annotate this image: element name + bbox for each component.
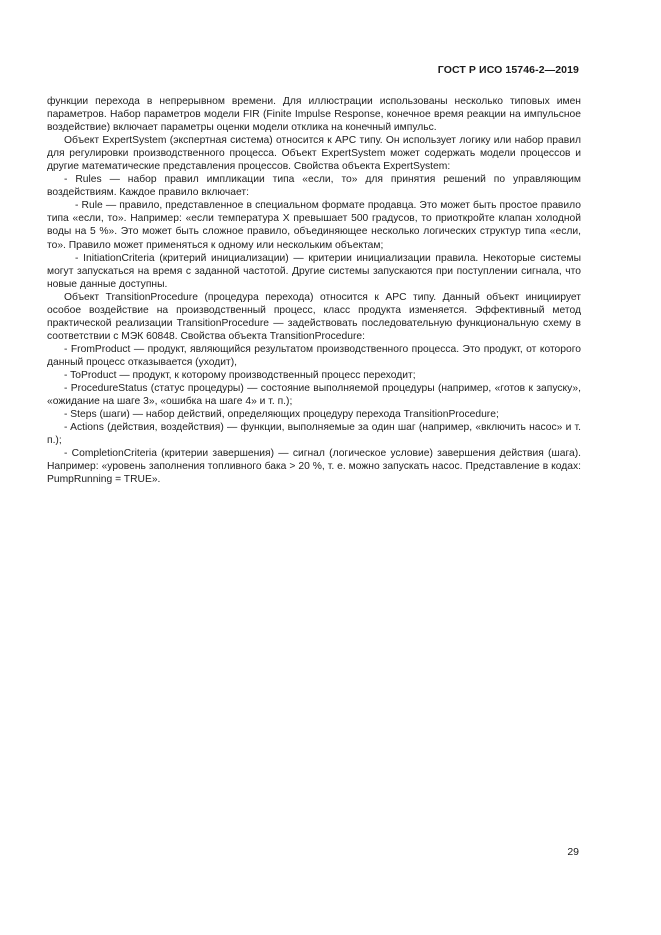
list-item: - Actions (действия, воздействия) — функции, выполняемые за один шаг (например, «включить насос» и т. п.);: [47, 422, 581, 447]
document-body: [47, 95, 581, 486]
list-item: - InitiationCriteria (критерий инициализации) — критерии инициализации правила. Некоторые системы могут запускаться на время с заданной частотой. Другие системы запускаются при поступлении сигнала, что новые данные доступны.: [47, 252, 581, 290]
list-item: - FromProduct — продукт, являющийся результатом производственного процесса. Это продукт, от которого данный процесс отказывается (уходит),: [47, 343, 581, 368]
list-item: - Steps (шаги) — набор действий, определяющих процедуру перехода TransitionProcedure;: [64, 409, 499, 421]
list-item: - Rules — набор правил импликации типа «если, то» для принятия решений по управляющим воздействиям. Каждое правило включает:: [47, 174, 581, 199]
list-item: - CompletionCriteria (критерии завершения) — сигнал (логическое условие) завершения действия (шага). Например: «уровень заполнения топливного бака > 20 %, т. е. можно запускать насос. Представление в кодах: PumpRunning = TRUE».: [47, 448, 581, 486]
document-header: ГОСТ Р ИСО 15746-2—2019: [437, 64, 579, 76]
page-number: 29: [567, 846, 579, 858]
list-item: - Rule — правило, представленное в специальном формате продавца. Это может быть простое правило типа «если, то». Например: «если температура X превышает 500 градусов, то приоткройте клапан холодной воды на 5 %». Это может быть сложное правило, объединяющее несколько логических структур типа «если, то». Правило может применяться к одному или нескольким объектам;: [47, 200, 581, 251]
paragraph: функции перехода в непрерывном времени. Для иллюстрации использованы несколько типовых имен параметров. Набор параметров модели FIR (Finite Impulse Response, конечное время реакции на импульсное воздействие) включает параметры оценки модели отклика на конечный импульс.: [47, 96, 581, 134]
paragraph: Объект ExpertSystem (экспертная система) относится к APC типу. Он использует логику или набор правил для регулировки производственного процесса. Объект ExpertSystem может содержать модели процессов и другие математические представления процессов. Свойства объекта ExpertSystem:: [47, 135, 581, 173]
list-item: - ProcedureStatus (статус процедуры) — состояние выполняемой процедуры (например, «готов к запуску», «ожидание на шаге 3», «ошибка на шаге 4» и т. п.);: [47, 383, 581, 408]
list-item: - ToProduct — продукт, к которому производственный процесс переходит;: [64, 369, 416, 381]
paragraph: Объект TransitionProcedure (процедура перехода) относится к APC типу. Данный объект инициирует особое воздействие на производственный процесс, класс продукта изменяется. Эффективный метод практической реализации TransitionProcedure — задействовать последовательную функциональную схему в соответствии с МЭК 60848. Свойства объекта TransitionProcedure:: [47, 291, 581, 342]
